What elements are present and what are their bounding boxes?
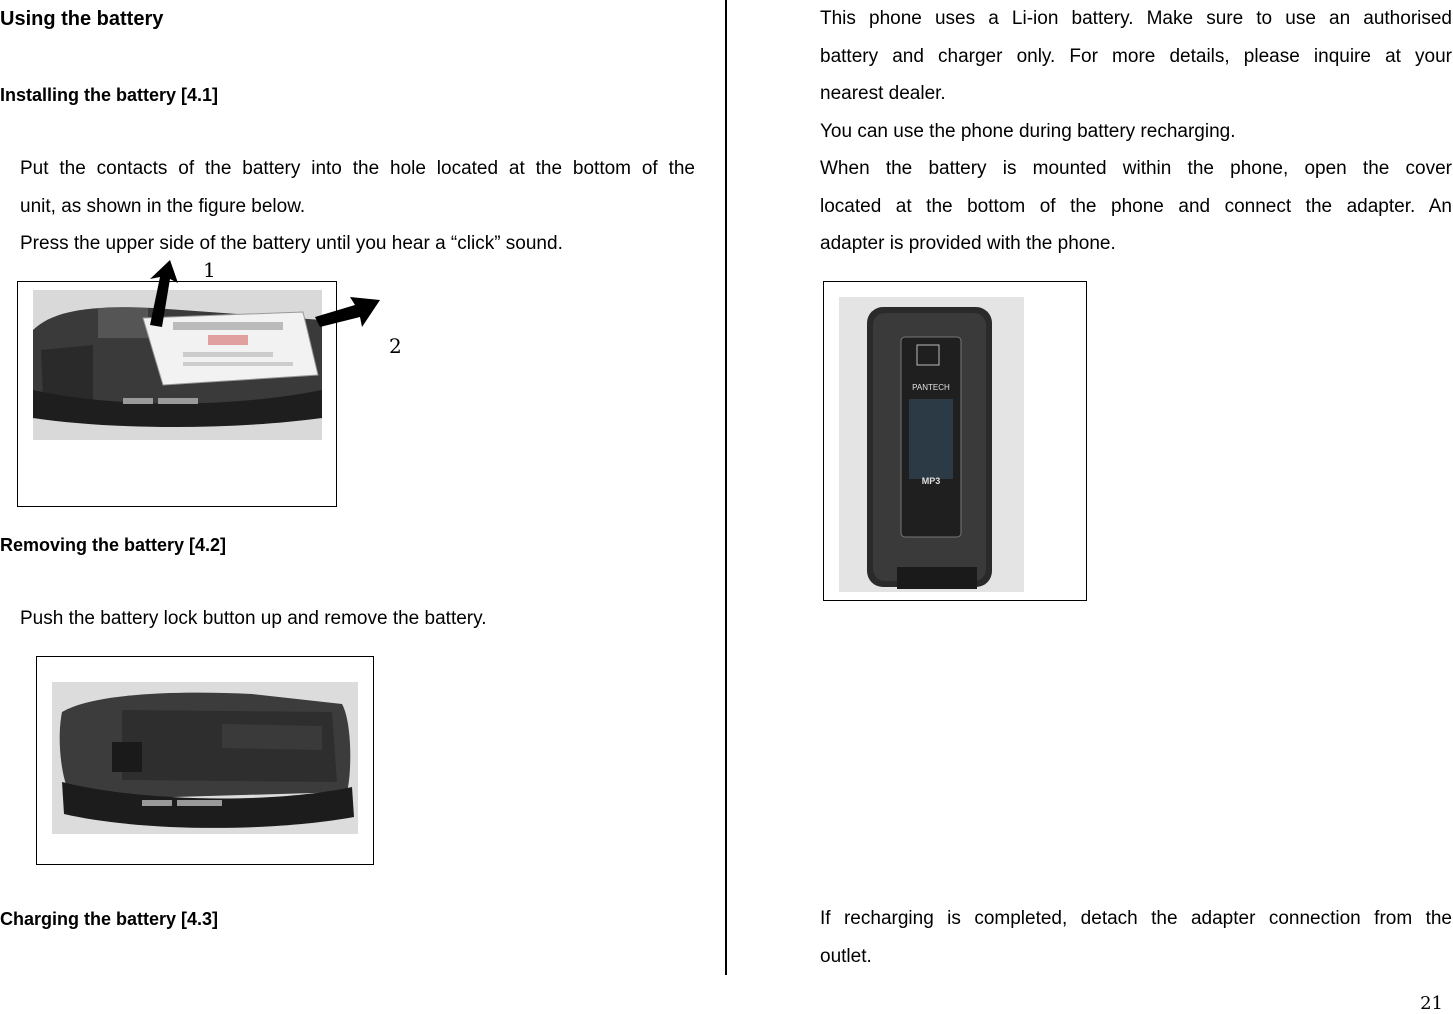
remove-line-1: Push the battery lock button up and remove the battery. [20,608,487,629]
para4-line-1: If recharging is completed, detach the adapter connection from the [820,908,1452,929]
install-heading: Installing the battery [4.1] [0,85,219,105]
install-line-2: unit, as shown in the figure below. [20,195,306,217]
right-text-top [820,0,1452,263]
install-line-1: Put the contacts of the battery into the hole located at the bottom of the [20,158,695,179]
para2: You can use the phone during battery recharging. [820,120,1236,142]
install-instructions [20,150,695,263]
arrow-label-1: 1 [203,258,216,282]
phone-badge: MP3 [921,476,941,486]
arrow-label-2: 2 [389,334,402,358]
para4-line-2: outlet. [820,945,872,967]
right-text-bottom [820,900,1452,975]
arrow-icon-1 [130,255,390,335]
remove-heading: Removing the battery [4.2] [0,535,227,555]
para1-line-2: battery and charger only. For more details, please inquire at your [820,45,1452,67]
section-title: Using the battery [0,8,164,30]
para1-line-3: nearest dealer. [820,83,946,104]
page-number: 21 [1420,993,1443,1014]
column-divider [725,0,727,975]
phone-photo [839,297,1024,592]
para1-line-1: This phone uses a Li-ion battery. Make sure to use an authorised [820,8,1452,29]
battery-remove-photo [52,682,358,834]
phone-brand: PANTECH [912,383,950,392]
para3-line-1: When the battery is mounted within the phone, open the cover [820,158,1452,179]
charge-heading: Charging the battery [4.3] [0,909,219,929]
para3-line-3: adapter is provided with the phone. [820,233,1116,254]
para3-line-2: located at the bottom of the phone and connect the adapter. An [820,195,1452,217]
install-line-3: Press the upper side of the battery until you hear a “click” sound. [20,233,563,254]
